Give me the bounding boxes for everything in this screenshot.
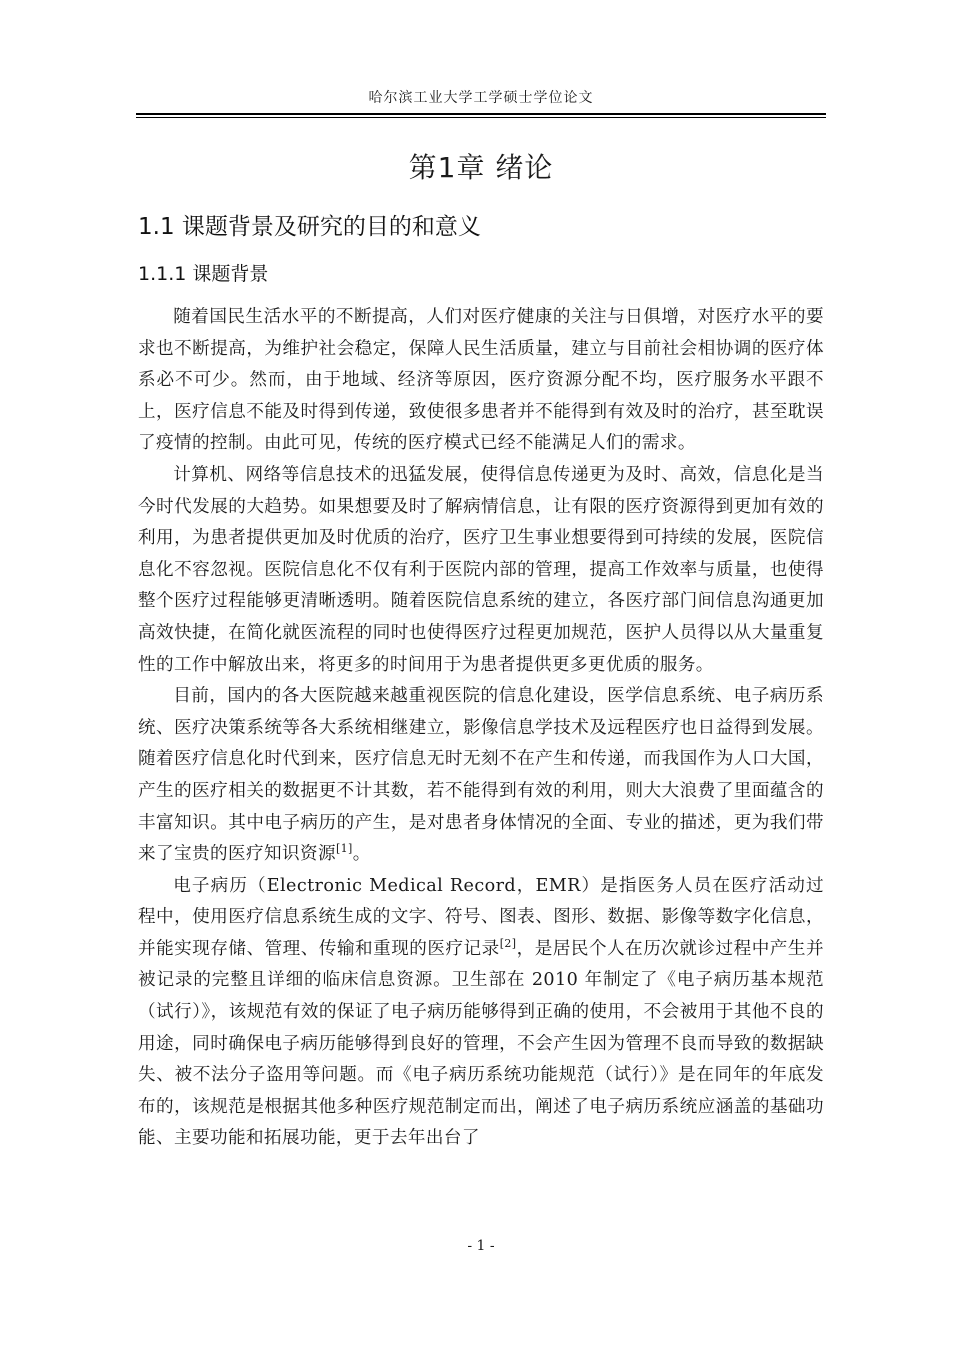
header-rule-thin [136, 117, 826, 118]
subsection-heading: 1.1.1 课题背景 [138, 263, 269, 285]
paragraph-4 [138, 871, 824, 1155]
chapter-title: 第1章 绪论 [408, 151, 554, 184]
running-header: 哈尔滨工业大学工学硕士学位论文 [368, 90, 594, 106]
body-text [138, 302, 824, 1155]
page-number: - 1 - [467, 1238, 495, 1254]
paragraph-3-end: 。 [352, 844, 371, 865]
header-rule-thick [136, 113, 826, 115]
citation-ref-2: [2] [499, 937, 517, 951]
paragraph-2: 计算机、网络等信息技术的迅猛发展，使得信息传递更为及时、高效，信息化是当今时代发展的大趋势。如果想要及时了解病情信息，让有限的医疗资源得到更加有效的利用，为患者提供更加及时优质的治疗，医疗卫生事业想要得到可持续的发展，医院信息化不容忽视。医院信息化不仅有利于医院内部的管理，提高工作效率与质量，也使得整个医疗过程能够更清晰透明。随着医院信息系统的建立，各医疗部门间信息沟通更加高效快捷，在简化就医流程的同时也使得医疗过程更加规范，医护人员得以从大量重复性的工作中解放出来，将更多的时间用于为患者提供更多更优质的服务。 [138, 464, 824, 675]
paragraph-3-text: 目前，国内的各大医院越来越重视医院的信息化建设，医学信息系统、电子病历系统、医疗决策系统等各大系统相继建立，影像信息学技术及远程医疗也日益得到发展。随着医疗信息化时代到来，医疗信息无时无刻不在产生和传递，而我国作为人口大国，产生的医疗相关的数据更不计其数，若不能得到有效的利用，则大大浪费了里面蕴含的丰富知识。其中电子病历的产生，是对患者身体情况的全面、专业的描述，更为我们带来了宝贵的医疗知识资源 [138, 686, 824, 865]
paragraph-4-rest: ，是居民个人在历次就诊过程中产生并被记录的完整且详细的临床信息资源。卫生部在 2010 年制定了《电子病历基本规范（试行）》，该规范有效的保证了电子病历能够得到正确的使用，不会被用于其他不良的用途，同时确保电子病历能够得到良好的管理，不会产生因为管理不良而导致的数据缺失、被不法分子盗用等问题。而《电子病历系统功能规范（试行）》是在同年的年底发布的，该规范是根据其他多种医疗规范制定而出，阐述了电子病历系统应涵盖的基础功能、主要功能和拓展功能，更于去年出台了 [138, 938, 824, 1149]
paragraph-3 [138, 681, 824, 871]
paragraph-1: 随着国民生活水平的不断提高，人们对医疗健康的关注与日俱增，对医疗水平的要求也不断提高，为维护社会稳定，保障人民生活质量，建立与目前社会相协调的医疗体系必不可少。然而，由于地域、经济等原因，医疗资源分配不均，医疗服务水平跟不上，医疗信息不能及时得到传递，致使很多患者并不能得到有效及时的治疗，甚至耽误了疫情的控制。由此可见，传统的医疗模式已经不能满足人们的需求。 [138, 307, 824, 454]
section-heading: 1.1 课题背景及研究的目的和意义 [138, 214, 481, 240]
paragraph-4-text: 电子病历（Electronic Medical Record，EMR）是指医务人员在医疗活动过程中，使用医疗信息系统生成的文字、符号、图表、图形、数据、影像等数字化信息，并能实现存储、管理、传输和重现的医疗记录 [138, 875, 824, 959]
citation-ref-1: [1] [335, 842, 353, 856]
